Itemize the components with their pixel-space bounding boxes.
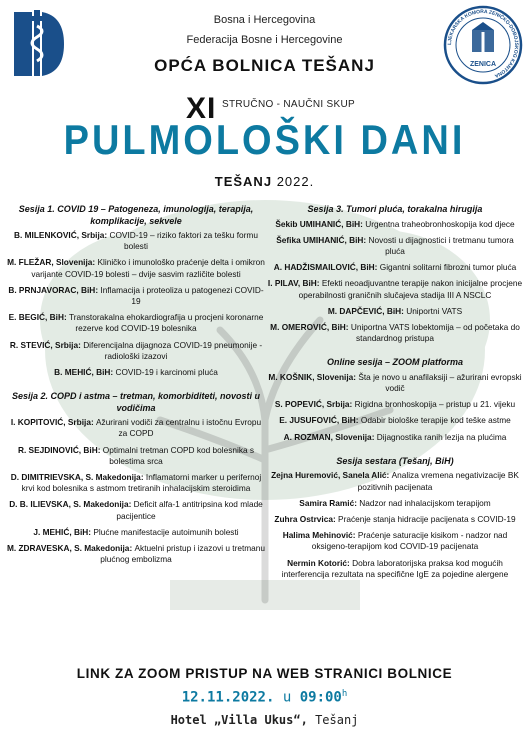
session-3-entries (266, 219, 524, 345)
talk-topic: Praćenje saturacije kisikom - nadzor nad oksigeno-terapijom kod COVID-19 pacijenata (311, 530, 508, 552)
speaker-name: Zejna Huremović, Sanela Alić (271, 470, 387, 481)
speaker-separator: : (63, 312, 70, 323)
event-numeral: XI (186, 92, 217, 125)
speaker-separator: : (97, 444, 103, 455)
speaker-separator: : (104, 230, 110, 240)
speaker-name: R. SEJDINOVIĆ, BiH (17, 444, 98, 455)
event-datetime (0, 689, 529, 706)
speaker-separator: : (128, 499, 134, 510)
venue-name: Hotel „Villa Ukus“, (170, 713, 308, 727)
year-label: 2022. (276, 174, 315, 189)
speaker-name: I. KOPITOVIĆ, Srbija (10, 417, 91, 428)
speaker-separator: : (92, 257, 98, 268)
event-date: 12.11.2022. (181, 689, 275, 706)
event-venue (0, 713, 529, 727)
speaker-name: Nermin Kotorić (287, 557, 348, 568)
speaker-name: B. PRNJAVORAC, BiH (8, 284, 96, 295)
talk-topic: Urgentna traheobronhoskopija kod djece (365, 218, 515, 229)
speaker-name: E. JUSUFOVIĆ, BiH (279, 415, 356, 426)
talk-topic: Diferencijalna dijagnoza COVID-19 pneumonije - radiološki izazovi (83, 339, 263, 361)
speaker-separator: : (347, 557, 353, 568)
speaker-separator: : (129, 543, 135, 554)
program-left-column (6, 204, 266, 570)
talk-topic: COVID-19 i karcinomi pluća (115, 367, 218, 378)
program-entry (6, 472, 266, 494)
speaker-name: J. MEHIĆ, BiH (33, 526, 89, 537)
speaker-separator: : (345, 321, 351, 332)
talk-topic: Inflamatorni marker u perifernoj krvi kod bolesnika s astmom tretiranih inhalacijskim steroidima (21, 472, 262, 494)
session-2-entries (6, 417, 266, 565)
talk-topic: Dobra laboratorijska praksa kod mogućih interferencija rezultata na specifične IgE za pojedine alergene (281, 557, 509, 579)
speaker-name: A. ROZMAN, Slovenija (283, 431, 372, 442)
program-entry (266, 470, 524, 492)
talk-topic: Optimalni tretman COPD kod bolesnika s bolestima srca (102, 444, 255, 466)
talk-topic: Rigidna bronhoskopija – pristup u 21. vijeku (354, 399, 516, 410)
seal-city-text: ZENICA (469, 61, 497, 68)
speaker-name: E. BEGIĆ, BiH (8, 312, 64, 323)
speaker-name: M. DAPČEVIĆ, BiH (327, 305, 402, 316)
program-entry (266, 219, 524, 230)
speaker-name: Šefika UMIHANIĆ, BiH (276, 234, 364, 245)
speaker-name: M. OMEROVIĆ, BiH (270, 321, 346, 332)
session-3-title: Sesija 3. Tumori pluća, torakalna hirugija (307, 204, 483, 214)
program-entry (266, 415, 524, 426)
program-entry (6, 445, 266, 467)
talk-topic: Plućne manifestacije autoimunih bolesti (93, 526, 239, 537)
talk-topic: Šta je novo u anafilaksiji – ažurirani evropski vodič (358, 371, 522, 394)
place-label: TEŠANJ (214, 174, 273, 189)
speaker-separator: : (401, 305, 407, 316)
program-entry (266, 514, 524, 525)
speaker-name: S. POPEVIĆ, Srbija (274, 399, 350, 410)
program-entry (266, 278, 524, 300)
nurses-session-entries (266, 470, 524, 580)
program-entry (6, 257, 266, 279)
session-1-entries (6, 230, 266, 378)
program-entry (266, 558, 524, 580)
entity-label: Federacija Bosne i Hercegovine (186, 34, 343, 46)
speaker-name: Halima Mehinović (282, 530, 353, 541)
speaker-separator: : (371, 431, 377, 442)
speaker-name: R. STEVIĆ, Srbija (9, 339, 79, 350)
speaker-name: M. ZDRAVESKA, S. Makedonija (6, 543, 130, 554)
seal-ring-text: LJEKARSKA KOMORA ZENIČKO-DOBOJSKOG KANTONA (446, 8, 520, 79)
speaker-separator: : (140, 472, 146, 483)
speaker-name: Zuhra Ostrvica (274, 513, 333, 524)
speaker-name: D. B. ILIEVSKA, S. Makedonija (9, 499, 129, 510)
talk-topic: Kliničko i imunološko praćenje delta i omikron varijante COVID-19 bolesti – dvije sasvim različite bolesti (31, 257, 265, 279)
speaker-separator: : (355, 415, 361, 426)
hospital-name: OPĆA BOLNICA TEŠANJ (154, 56, 375, 75)
talk-topic: Odabir biološke terapije kod teške astme (360, 415, 511, 426)
event-time: 09:00 (299, 689, 342, 706)
nurses-session-title: Sesija sestara (Tešanj, BiH) (336, 455, 454, 466)
zoom-access-notice: LINK ZA ZOOM PRISTUP NA WEB STRANICI BOLNICE (76, 666, 453, 681)
speaker-name: A. HADŽISMAILOVIĆ, BiH (273, 262, 375, 273)
speaker-name: M. KOŠNIK, Slovenija (268, 371, 354, 382)
talk-topic: Ažurirani vodiči za centralnu i istočnu Evropu za COPD (96, 417, 262, 439)
talk-topic: Transtorakalna ehokardiografija u procjeni koronarne rezerve kod COVID-19 bolesnika (69, 312, 264, 334)
country-label: Bosna i Hercegovina (213, 14, 316, 26)
speaker-separator: : (316, 278, 322, 289)
session-1-title: Sesija 1. COVID 19 – Patogeneza, imunologija, terapija, komplikacije, sekvele (18, 204, 254, 226)
talk-topic: COVID-19 – rizikо faktori za tešku formu bolesti (109, 230, 258, 252)
talk-topic: Aktuelni pristup i izazovi u tretmanu plućnog embolizma (100, 543, 266, 565)
talk-topic: Dijagnostika ranih lezija na plućima (376, 431, 507, 442)
speaker-name: Šekib UMIHANIĆ, BiH (275, 218, 361, 229)
speaker-separator: : (110, 367, 116, 378)
talk-topic: Uniportna VATS lobektomija – od početaka do standardnog pristupa (350, 321, 520, 344)
online-session-title: Online sesija – ZOOM platforma (326, 357, 464, 368)
program-entry (6, 312, 266, 334)
talk-topic: Praćenje stanja hidracije pacijenata s COVID-19 (338, 513, 516, 524)
speaker-separator: : (332, 513, 339, 524)
talk-topic: Efekti neoadjuvantne terapije nakon inicijalne procjene operabilnosti graničnih slučajeva stadija III A NSCLC (298, 278, 523, 300)
speaker-separator: : (374, 262, 380, 273)
speaker-separator: : (353, 371, 359, 382)
date-time-connector: u (282, 689, 292, 706)
program-entry (6, 543, 266, 565)
program-entry (6, 367, 266, 378)
program-entry (6, 527, 266, 538)
program-entry (6, 230, 266, 252)
session-2-title: Sesija 2. COPD i astma – tretman, komorbiditeti, novosti u vodičima (11, 391, 261, 413)
speaker-name: D. DIMITRIEVSKA, S. Makedonija (10, 472, 141, 483)
speaker-separator: : (88, 526, 94, 537)
program-entry (6, 340, 266, 362)
program-entry (266, 399, 524, 410)
speaker-separator: : (352, 530, 358, 541)
speaker-separator: : (360, 218, 366, 229)
speaker-separator: : (386, 470, 392, 481)
speaker-separator: : (354, 497, 360, 508)
speaker-name: M. FLEŽAR, Slovenija (7, 257, 93, 268)
talk-topic: Deficit alfa-1 antitripsina kod mlade pacijentice (116, 499, 263, 521)
event-subtitle: STRUČNO - NAUČNI SKUP (222, 99, 355, 110)
program-entry (266, 372, 524, 394)
event-title: PULMOLOŠKI DANI (63, 117, 466, 165)
program-entry (266, 322, 524, 344)
speaker-name: B. MILENKOVIĆ, Srbija (14, 230, 105, 240)
talk-topic: Uniportni VATS (406, 305, 463, 316)
speaker-separator: : (95, 284, 101, 295)
program-entry (266, 235, 524, 257)
program-entry (266, 262, 524, 273)
program-entry (266, 306, 524, 317)
place-year (0, 174, 529, 189)
program-entry (266, 530, 524, 552)
online-session-entries (266, 372, 524, 443)
program-entry (266, 432, 524, 443)
time-suffix: h (341, 689, 348, 699)
speaker-separator: : (90, 417, 97, 428)
speaker-separator: : (78, 339, 84, 350)
speaker-name: I. PILAV, BiH (267, 278, 317, 289)
program-entry (6, 285, 266, 307)
program-entry (266, 498, 524, 509)
speaker-name: Samira Ramić (299, 497, 355, 508)
talk-topic: Nadzor nad inhalacijskom terapijom (359, 497, 491, 508)
venue-city: Tešanj (315, 713, 359, 727)
program-entry (6, 499, 266, 521)
talk-topic: Analiza vremena negativizacije BK pozitivnih pacijenata (357, 470, 519, 492)
talk-topic: Novosti u dijagnostici i tretmanu tumora pluća (368, 234, 514, 256)
speaker-name: B. MEHIĆ, BiH (54, 367, 111, 378)
talk-topic: Gigantni solitarni fibrozni tumor pluća (379, 262, 517, 273)
program-right-column (266, 204, 524, 585)
program-entry (6, 417, 266, 439)
speaker-separator: : (363, 234, 369, 245)
speaker-separator: : (349, 399, 355, 410)
talk-topic: Inflamacija i proteoliza u patogenezi COVID-19 (100, 284, 264, 307)
